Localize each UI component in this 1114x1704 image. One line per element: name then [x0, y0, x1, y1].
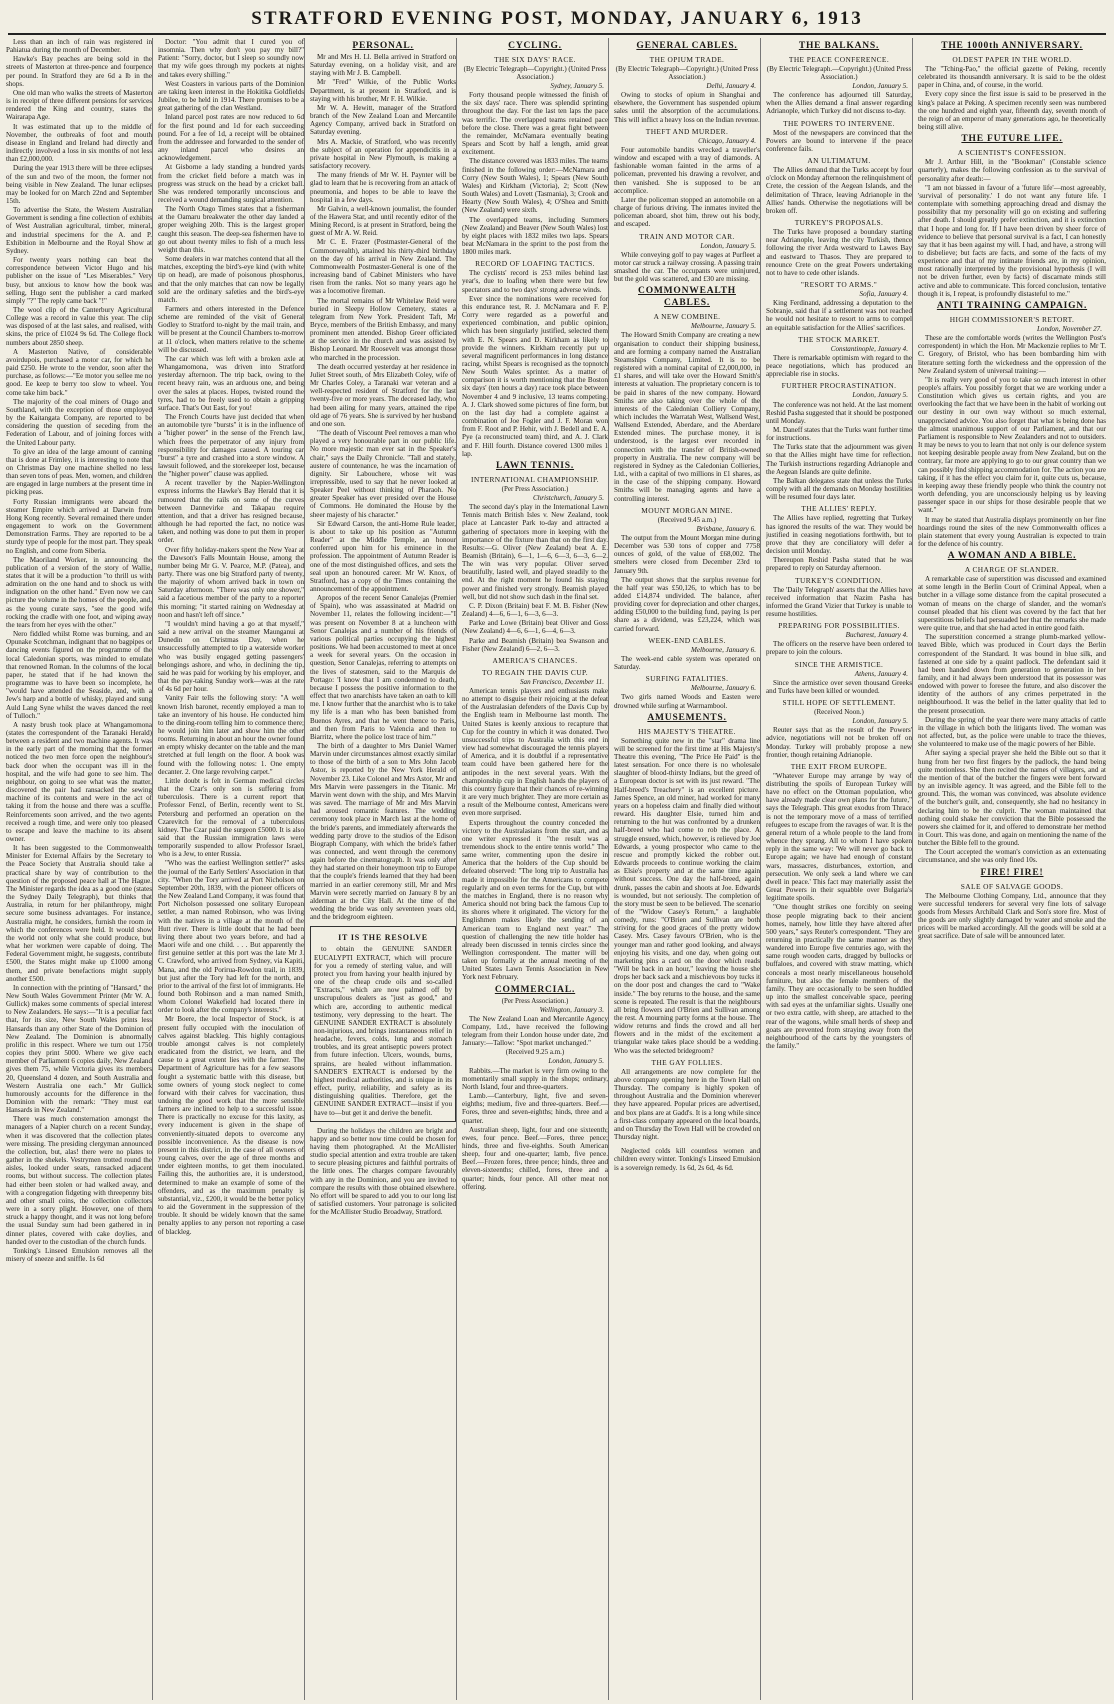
ad-text: to obtain the GENUINE SANDER EUCALYPTI EXTRACT, which will procure for you a remedy of sterling value, and will protect you from having your health injured by one of the cheap crude oils and so-called "Extracts," which are now palmed off by unscrupulous dealers as "just as good," and which are, according to authentic medical testimony, very depressing to the heart. The GENUINE SANDER EXTRACT is absolutely non-injurious, and brings instantaneous relief in headache, fevers, colds, lung and stomach troubles, and its great antiseptic powers protect from future infection. Ulcers, wounds, burns, sprains, are healed without inflammation. SANDER'S EXTRACT is endorsed by the highest medical authorities, and is unique in its effect, purity, reliability, and safety as its distinguishing qualities. Therefore, get the GENUINE SANDER EXTRACT—insist if you have to—but get it and derive the benefit.	[314, 945, 452, 1117]
paragraph: The second day's play in the International Lawn Tennis match British Isles v. New Zealand, took place at Lancaster Park to-day and attracted a gathering of spectators more in keeping with the importance of the fixture than that on the first day. Results:—G. Oliver (New Zealand) beat A. E. Beamish (Britain), 6—1, 1—6, 6—3, 6—3, 6—2. The win was very popular. Oliver served beautifully, lasted well, and played steadily to the end. At the right moment he found his staying power and finished very strongly. Beamish played well, but did not show such dash in the final set.	[462, 503, 608, 601]
subheading: THE PEACE CONFERENCE.	[788, 55, 890, 64]
paragraph: Hawke's Bay peaches are being sold in the streets of Masterton at three-pence and fourpence per pound. In Stratford they are 6d a lb in the shops.	[6, 55, 152, 88]
paragraph: One old man who walks the streets of Masterton is in receipt of three different pensions for services rendered the King and country, states the Wairarapa Age.	[6, 88, 152, 122]
paragraph: Vanity Fair tells the following story: "A well known Irish baronet, recently employed a man to take an inventory of his house. He conducted him to the dining-room telling him to commence there; he would join him later and show him the other rooms. Returning in about an hour the owner found an empty whisky decanter on the table and the man stretched at full length on the floor. A book was found with the following notes: 1. One empty decanter. 2. One large revolving carpet."	[158, 694, 304, 776]
paragraph: Mr and Mrs H. Ll. Bella arrived in Stratford on Saturday evening, on a holiday visit, and are staying with Mr J. B. Campbell.	[310, 53, 456, 78]
subheading: WEEK-END CABLES.	[648, 635, 726, 645]
subheading: THE OPIUM TRADE.	[649, 55, 725, 64]
paragraph: Mr W. A. Hewitt, manager of the Stratford branch of the New Zealand Loan and Mercantile Agency Company, arrived back in Stratford on Saturday evening.	[310, 103, 456, 137]
paragraph: "Who was the earliest Wellington settler?" asks the journal of the Early Settlers' Association in that city. "When the Tory arrived at Port Nicholson on September 20th, 1839, with the pioneer officers of the New Zealand Land Company, it was found that Port Nicholson possessed one solitary European settler, a man named Robinson, who was living with the natives in a village at the mouth of the Hutt river. There is little doubt that he had been living there about two years before, and had a Maori wife and one child. . . . But apparently the first genuine settler at this port was the late Mr J. C. Crawford, who arrived from Sydney, via Kapiti, Mana, and the old Porirua-Rowdon trail, in 1839, but just after the Tory had left for the north, and prior to the arrival of the first lot of immigrants. He found both Robinson and a man named Smith, whom Colonel Wakefield had located there in order to look after the company's interests."	[158, 859, 304, 1015]
subheading: PREPARING FOR POSSIBILITIES.	[778, 621, 900, 631]
paragraph: Parke and Beamish (Britain) bea Swanson and Fisher (New Zealand) 6—2, 6—3.	[462, 636, 608, 653]
paragraph: The death occurred yesterday at her residence in Juliet Street south, of Mrs Elizabeth Coley, wife of Mr Charles Coley, a Taranaki war veteran and a well-respected resident of Stratford for the last twenty-five or more years. The deceased lady, who had been ailing for many years, attained the ripe old age of 76 years. She is survived by her husband and one son.	[310, 362, 456, 428]
paragraph: Forty thousand people witnessed the finish of the six days' race. There was splendid sprinting throughout the day. For the last ten laps the pace was terrific. The overlapped teams retained pace before the close. There was a great fight between the remainder, McNamara eventually beating Spears and Scott by half a length, amid great excitement.	[462, 91, 608, 157]
subheading: THE POWERS TO INTERVENE.	[783, 118, 895, 128]
paragraph: Most of the newspapers are convinced that the Powers are bound to intervene if the peace conference fails.	[766, 128, 912, 153]
paragraph: The cyclists' record is 253 miles behind last year's, due to loafing when there were but few spectators and to two days' strong adverse winds.	[462, 269, 608, 294]
subheading: THE ALLIES' REPLY.	[801, 504, 877, 514]
paragraph: The Howard Smith Company are creating a new organisation to conduct their shipping business, and are forming a company named the Australian Steamships Company, Limited. It is to be registered with a nominal capital of £2,000,000, in £1 shares, and will take over the Howard Smith's interests at valuation. The proprietary concern is to be paid in shares of the new company. Howard Smiths are also taking over the whole of the interests of the Caledonian Colliery Company, which includes the Warratah West, Wallsend West, Wallsend Extended, Aberdare, and the Aberdare Extended mines. The purchase money, it is understood, is the largest ever recorded in connection with the transfer of British-owned property in Australia. The new company will be registered in Sydney as the Caledonian Collieries, Ltd., with a capital of two millions in £1 shares, as in the case of the shipping company. Howard Smiths will be managing agents and have a controlling interest.	[614, 331, 760, 503]
paragraph: Mr J. Arthur Hill, in the "Bookman" (Constable science quarterly), makes the following confession as to the survival of personality after death:—	[918, 158, 1106, 183]
paragraph: M. Daneff states that the Turks want further time for instructions.	[766, 426, 912, 443]
paragraph: "Whatever Europe may arrange by way of distributing the spoils of European Turkey will have no effect on the Ottoman population, who have already made clear own plans for the future," says the Telegraph. This great exodus from Thrace is not the temporary move of a mass of terrified refugees to escape from the ravages of war. It is the general return of a whole people to the land from whence they sprang. All to whom I have spoken reply in the same way: 'We will never go back to Europe again; we have had enough of constant wars, massacres, disturbances, extortion, and persecution. We only seek a land where we can dwell in peace.' This fact may materially assist the Great Powers in their squabble over Bulgaria's legitimate spoils.	[766, 771, 912, 903]
paragraph: The distance covered was 1833 miles. The teams finished in the following order:—McNamara and Corry (New South Wales), 1; Spears (New South Wales) and Kirkham (Victoria), 2; Scott (New South Wales) and Lovett (Tasmania), 3; Crook and Hearty (New South Wales), 4; O'Shea and Smith (New Zealand) were sixth.	[462, 157, 608, 215]
subheading: SURFING FATALITIES.	[645, 674, 729, 684]
paragraph: The North Otago Times states that a fisherman at the Oamaru breakwater the other day landed a groper weighing 20lb. This is the largest groper caught this season. The deep-sea fishermen have to go out about twenty miles to fish of a much less weight than this.	[158, 205, 304, 254]
paragraph: The car which was left with a broken axle at Whangamomona, was driven into Stratford yesterday afternoon. The trip back, owing to the recent heavy rain, was an arduous one, and being over the sales at places. Hopes, twisted round the tyres, had to be freely used to obtain a gripping surface. That's Out East, for you!	[158, 354, 304, 412]
paragraph: During the year 1913 there will be three eclipses of the sun and two of the moon, the former not being visible in New Zealand. The lunar eclipses may be looked for on March 22nd and September 15th.	[6, 164, 152, 205]
advertisement-box	[310, 926, 456, 1121]
column-2	[158, 38, 305, 1700]
paragraph: The Turks have proposed a boundary starting near Adrianople, leaving the city Turkish, thence following the river Arda westward to Lawes Bay and eastward to Thasos. They are prepared to renounce Crete on the great Powers undertaking not to have to cede other islands.	[766, 228, 912, 277]
subheading: A NEW COMBINE.	[653, 312, 721, 322]
source-line: (By Electric Telegraph.—Copyright.) (United Press Association.)	[766, 65, 912, 81]
paragraph: King Ferdinand, addressing a deputation to the Sobranje, said that if a settlement was not reached he would not hesitate to resort to arms to compel an equitable satisfaction for the Allies' sacrifices.	[766, 299, 912, 332]
paragraph: West Coasters in various parts of the Dominion are taking keen interest in the Hokitika Goldfields Jubilee, to be held in 1914. There promises to be a great gathering of the clan Westland.	[158, 79, 304, 113]
paragraph: There is remarkable optimism with regard to the peace negotiations, which has produced an appreciable rise in stocks.	[766, 353, 912, 379]
column-6	[766, 38, 913, 1700]
column-5	[614, 38, 761, 1700]
paragraph: "The death of Viscount Peel removes a man who played a very honourable part in our public life. No more majestic man ever sat in the Speaker's chair," says the Daily Chronicle. "Tall and stately, austere of countenance, he was the incarnation of dignity. Sir Labouchere, whose wit was irrepressible, used to say that he never looked at Speaker Peel without thinking of Pharaoh. No greater Speaker has ever presided over the House of Commons. He dominated the House by the sheer majesty of his character."	[310, 429, 456, 519]
paragraph: Australian sheep, light, four and one sixteenth; ewes, four pence. Beef.—Fores, three pence; hinds, three and five-eighths. South American sheep, four and one-quarter; lamb, five pence. Beef.—Frozen fores, three pence; hinds, three and eleven-sixteenths; chilled, fores, three and a quarter; hinds, four pence. All other meat not offering.	[462, 1125, 608, 1191]
paragraph: Mr Boere, the local Inspector of Stock, is at present fully occupied with the inoculation of calves against blackleg. This highly contagious trouble amongst calves is not completely eradicated from the district, we learn, and the cause to a great extent lies with the farmer. The Department of Agriculture has for a few seasons fought a systematic battle with this disease, but some owners of young stock neglect to come forward with their calves for vaccination, thus undoing the good work that the more sensible farmers are inclined to help to a successful issue. There is practically no excuse for this laxity, as every inducement is given in the shape of conveniently-situated depots to overcome any possible inconvenience. As the disease is now present in this district, in the case of all owners of young calves, over the age of three months and under eighteen months, to get them inoculated. Failing this, the authorities are, it is understood, determined to make an example of some of the offenders, and as the maximum penalty is substantial, viz., £200, it would be the better policy to aid the Government in the suppression of the trouble. It should be widely known that the same penalty applies to any person not reporting a case of blackleg.	[158, 1015, 304, 1236]
paragraph: Ever since the nominations were received for this endurance test, R. J. McNamara and F. P. Corry were regarded as a powerful and experienced combination, and public opinion, which has been singularly justified, selected them with E. N. Spears and D. Kirkham as likely to provide the winners. Kirkham recently put up several magnificent performances in long distance racing, whilst Spears is recognised as the topnotch New South Wales sprinter. As a matter of comparison it is worth mentioning that the Boston six days' (ten hours a day) race took place between November 4 and 9 inclusive, 13 teams competing. A. J. Clark showed some pictures of fine form, but on the last day had a complete against a combination of Joe Fogler and J. F. Moran won from F. Root and P. Hehir, with J. Bedell and E. A. Pye (a reconstructed team) third, and A. J. Clark and F. Hill fourth. Distance covered 1300 miles 1 lap.	[462, 294, 608, 458]
section-heading: FIRE! FIRE!	[980, 867, 1044, 878]
subheading: RECORD OF LOAFING TACTICS.	[475, 259, 595, 269]
dateline: Wellington, January 3.	[539, 1005, 604, 1014]
section-heading: ANTI TRAINING CAMPAIGN.	[936, 300, 1088, 311]
paragraph: "One thought strikes one forcibly on seeing those people migrating back to their ancient homes, namely, how little they have altered after 500 years," says Reuter's correspondent. "They are returning in practically the same manner as they wandered into Europe five centuries ago, with the same rough wooden carts, dragged by bullocks or buffaloes, and covered with straw matting, which conceals a most nearly miscellaneous household furniture, but also the female members of the family. They are occasionally to be seen huddled up into the smallest conceivable space, peering with sad eyes at the unfamiliar sights. Usually one or two extra cattle, with sheep, are attached to the rear of the wagons, while small herds of sheep and goats are prevented from straying away from the neighbourhood of the carts by the youngsters of the family."	[766, 903, 912, 1050]
section-heading: THE 1000th ANNIVERSARY.	[941, 41, 1083, 51]
source-line: (Per Press Association.)	[501, 484, 569, 493]
subheading: THE GAY FOLLIES.	[651, 1057, 723, 1067]
subheading: "RESORT TO ARMS."	[800, 279, 878, 289]
subheading: THEFT AND MURDER.	[645, 126, 729, 136]
paragraph: Doctor: "You admit that I cured you of insomnia. Then why don't you pay my bill?" Patient: "Sorry, doctor, but I sleep so soundly now that my wife goes through my pockets at nights and takes every shilling."	[158, 38, 304, 79]
paragraph: Four automobile bandits wrecked a traveller's window and escaped with a tray of diamonds. A fashionable woman fainted in the arms of a policeman, prevented his drawing a revolver, and then vanished. She is supposed to be an accomplice.	[614, 145, 760, 195]
dateline: London, November 27.	[1036, 324, 1102, 333]
source-line: (By Electric Telegraph—Copyright.) (United Press Association.)	[615, 65, 759, 81]
paragraph: Owing to stocks of opium in Shanghai and elsewhere, the Government has suspended opium sales until the absorption of the accumulations. This will inflict a heavy loss on the Indian revenue.	[614, 91, 760, 124]
paragraph: Every copy since the first issue is said to be preserved in the king's palace at Peking. A specimen recently seen was numbered the one hundred and eighth year, fifteenth day, seventh month of the reign of an emperor of many generations ago, he theoretically being still alive.	[918, 90, 1106, 132]
dateline: London, January 5.	[548, 1057, 604, 1066]
paragraph: The Turks state that the adjournment was given so that the Allies might have time for reflection. The Turkish instructions regarding Adrianople and the Aegean Islands are quite definite.	[766, 443, 912, 476]
dateline: Melbourne, January 6.	[690, 645, 756, 654]
paragraph: Experts throughout the country conceded the victory to the Australasians from the start, and as one writer expressed it "the result was a tremendous shock to the entire tennis world." The same writer, commenting upon the desire in America that the holders of the Cup should be defeated observed: "The long trip to Australia has made it impossible for the Americans to compete regularly and on even terms for the Cup, but with the matches in England, there is no reason why America should not bring back the famous Cup to its shores where it originated. The victory for the Englishmen makes likely the sending of an American team to England next year." The question of challenging the new title holder has already been discussed in tennis circles since the Wellington correspondent. The matter will be taken up formally at the annual meeting of the United States Lawn Tennis Association in New York next February.	[462, 818, 608, 982]
paragraph: These are the comfortable words (writes the Wellington Post's correspondent) in which the Hon. Mr Mackenzie replies to Mr T. C. Gregory, of Bristol, who has been bombarding him with literature setting forth the wickedness and the oppression of the New Zealand system of universal training:—	[918, 334, 1106, 375]
paragraph: The New Zealand Loan and Mercantile Agency Company, Ltd., have received the following telegram from their London house under date, 2nd January:—Tallow: "Spot market unchanged."	[462, 1014, 608, 1048]
subheading: MOUNT MORGAN MINE.	[641, 505, 733, 515]
paragraph: The Court accepted the woman's conviction as an extenuating circumstance, and she was only fined 10s.	[918, 848, 1106, 865]
paragraph: Less than an inch of rain was registered in Pahiatua during the month of December.	[6, 38, 152, 55]
paragraph: The Melbourne Clothing Company, Ltd., announce that they were successful tenderers for several very fine lots of salvage goods from Messrs Archibald Clark and Son's store fire. Most of the goods are only slightly damaged by water and smoke and the prices will be marked accordingly. All the goods will be sold at a great sacrifice. Date of sale will be announced later.	[918, 891, 1106, 941]
subheading: SALE OF SALVAGE GOODS.	[960, 881, 1064, 891]
column-1	[6, 38, 153, 1700]
dateline: Brisbane, January 6.	[696, 524, 756, 533]
paragraph: The majority of the coal miners of Otago and Southland, with the exception of those employed by the Kaitangata Company, are reported to be considering the question of seceding from the Federation of Labour, and of joining forces with the United Labour party.	[6, 397, 152, 447]
paragraph: The superstition concerned a strange plumb-marked yellow-leaved Bible, which was produced in Court days the Berlin correspondent of the Standard. It was bound in blue silk, and fastened at one side by a quaint padlock. The defendant said it had been handed down from generation to generation in her family, and it had always been understood that its possessor was endowed with power to foresee the future, and also discover the identity of the authors of any crimes perpetrated in the neighbourhood. It was the belief in the latter quality that led to the present prosecution.	[918, 633, 1106, 715]
subheading: A SCIENTIST'S CONFESSION.	[957, 148, 1067, 158]
subheading: TURKEY'S CONDITION.	[795, 575, 883, 585]
section-heading: A WOMAN AND A BIBLE.	[947, 551, 1077, 562]
paragraph: Little doubt is felt in German medical circles that the Czar's only son is suffering from tuberculosis. There is a current report that Professor Fenzl, of Berlin, recently went to St. Petersburg and performed an operation on the Czarevitch for the removal of a tuberculous kidney. The Czar paid the surgeon £5000. It is also said that the Russian immigration laws were temporarily suspended to allow Professor Israel, who is a Jew, to enter Russia.	[158, 776, 304, 859]
paragraph: The Allies demand that the Turks accept by four o'clock on Monday afternoon the relinquishment of Crete, the cession of the Aegean Islands, and the delimitation of Thrace, leaving Adrianople in the Allies' hands. Otherwise the negotiations will be broken off.	[766, 166, 912, 215]
paragraph: The wool clip of the Canterbury Agricultural College was a record in value this year. The clip was disposed of at the last sales, and realised, with skins, the price of £1024 9s 6d. The College flock numbers about 2850 sheep.	[6, 306, 152, 347]
subheading: THE STOCK MARKET.	[798, 334, 880, 344]
paragraph: Mr Galvin, a well-known journalist, the founder of the Hawera Star, and until recently editor of the Mining Record, is at present in Stratford, being the guest of Mr A. W. Reid.	[310, 204, 456, 238]
paragraph: A nasty brush took place at Whangamomona (states the correspondent of the Taranaki Herald) between a resident and two machine agents. It was in the early part of the morning that the former noticed the two men force open the neighbour's back door when the occupant was ill in the hospital, and the wife had gone to see him. The neighbour, on going to see what was the matter, discovered the pair had ransacked the sewing machine of its contents and were in the act of taking it from the house and there was a scuffle. Reinforcements soon arrived, and the two agents received a rough time, and were only too pleased to escape and leave the machine to its absent owner.	[6, 720, 152, 843]
subheading: TRAIN AND MOTOR CAR.	[639, 231, 735, 241]
paragraph: Later the policeman stopped an automobile on a charge of furious driving. The inmates invited the policeman aboard, shot him, threw out his body, and escaped.	[614, 195, 760, 229]
paragraph: During the holidays the children are bright and happy and so better now time could be chosen for having them photographed. At the McAllister studio special attention and extra trouble are taken to secure pleasing pictures and faithful portraits of the little ones. The charges compare favourably with any in the Dominion, and you are invited to compare the results with those obtained elsewhere. No effort will be spared to add you to our long list of satisfied customers. Your patronage is solicited for the McAllister Studio Broadway, Stratford.	[310, 1126, 456, 1217]
paragraph: Mrs A. Mackie, of Stratford, who was recently the subject of an operation for appendicitis in a private hospital in New Plymouth, is making a satisfactory recovery.	[310, 137, 456, 171]
paragraph: The Balkan delegates state that unless the Turks comply with all the demands on Monday hostilities will be resumed four days later.	[766, 476, 912, 502]
paragraph: Reuter says that as the result of the Powers' advice, negotiations will not be broken off on Monday. Turkey will probably propose a new frontier, though retaining Adrianople.	[766, 726, 912, 759]
dateline: Sydney, January 5.	[550, 82, 604, 90]
paragraph: "I wouldn't mind having a go at that myself," said a new arrival on the steamer Maunganui at Dunedin on Christmas Day, when he unsuccessfully attempted to tip a waterside worker who was busily engaged getting passengers' belongings ashore, and who, in declining the tip, said he was paid for working by his employer, and that the pay-taking Sunday work—was at the rate of 4s 6d per hour.	[158, 619, 304, 694]
subheading: HIGH COMMISSIONER'S RETORT.	[949, 314, 1075, 324]
dateline: Constantinople, January 4.	[830, 344, 908, 353]
subheading: AN ULTIMATUM.	[807, 156, 871, 166]
paragraph: A remarkable case of superstition was discussed and examined at some length in the Berlin Court of Criminal Appeal, when a butcher in a village some distance from the capital prosecuted a woman of means on the charge of slander, and the woman's counsel pleaded that his client was covered by the fact that her superstitious beliefs had persuaded her that the remarks she made were quite true, and that she had acted in entire good faith.	[918, 575, 1106, 633]
paragraph: A Masterton Native, of considerable avoirdupois, purchased a motor car, for which he paid £250. He wrote to the vendor, soon after the purchase, as follows:—"Ee motor you sellee me no good. Ee keep te berry too slow to wheel. You come take him back."	[6, 347, 152, 397]
masthead-title: STRATFORD EVENING POST, MONDAY, JANUARY 6, 1913	[251, 8, 863, 29]
paragraph: Neglected colds kill countless women and children every winter. Tonking's Linseed Emulsion is a sovereign remedy. 1s 6d, 2s 6d, 4s 6d.	[614, 1147, 760, 1172]
received-line: (Received 9.25 a.m.)	[505, 1048, 565, 1057]
subheading: TURKEY'S PROPOSALS.	[794, 218, 884, 228]
section-heading: THE FUTURE LIFE.	[961, 134, 1063, 145]
paragraph: In connection with the printing of "Hansard," the New South Wales Government Printer (Mr W. A. Gullick) makes some comments of special interest to New Zealanders. He says:—"It is a peculiar fact that, for its size, New South Wales prints less Hansards than any other State of the Dominion of New Zealand. The Dominion is abnormally prolific in this respect. Where we turn out 1750 copies they print 5000. Where we give each member of Parliament 6 copies daily, New Zealand gives them 75, while Victoria gives its members 20, Queensland 4 dozen, and South Australia and Western Australia one each." Mr Gullick humorously accounts for the difference in the Dominion with the remark: "They must eat Hansards in New Zealand."	[6, 983, 152, 1115]
paragraph: Mr C. E. Frazer (Postmaster-General of the Commonwealth), attained his thirty-third birthday on the day of his arrival in New Zealand. The Commonwealth Postmaster-General is one of the increasing band of Cabinet Ministers who have risen from the ranks. Not so many years ago he was a locomotive fireman.	[310, 238, 456, 296]
dateline: London, January 5.	[700, 241, 756, 250]
paragraph: The output from the Mount Morgan mine during December was 530 tons of copper and 7758 ounces of gold, of the value of £68,002. The smelters were closed from December 23rd to January 9th.	[614, 533, 760, 575]
paragraph: There was much consternation amongst the managers of a Napier church on a recent Sunday, when it was discovered that the collection plates were missing. The presiding clergyman announced the collection, but, alas! there were no plates to gather in the shekels. Vestrymen trotted round the aisles, looked under seats, ransacked adjacent rooms, but without success. The collection plates had either been stolen or had walked away, and with a congregation fidgeting with threepenny bits and other small coins, the collection collectors were in a sorry plight. However, one of them struck a happy thought, and it was not long before the usual Sunday sum had been gathered in in dinner plates, covered with cake doylies, and handed over to the custodian of the church funds.	[6, 1115, 152, 1246]
paragraph: Tonking's Linseed Emulsion removes all the misery of sneeze and sniffle. 1s 6d	[6, 1246, 152, 1263]
paragraph: "It is really very good of you to take so much interest in other people's affairs. You possibly forget that we are working under a Constitution which gives us certain rights, and you are overlooking the fact that we have been in the habit of working out our destiny in our own way without so much external, unappreciated advice. You also forget that what is being done has the almost unanimous support of our Parliament, and that our Parliament is responsible to New Zealanders and not to outsiders. It may be news to you to learn that not only is our defence system not keeping desirable people away from New Zealand, but on the contrary, far more are applying to go to our great country than we can possibly find shipping accommodation for. The action you are taking, if it has the effect you claim for it, quite cuts us, because, in keeping away these friendly people who think the country not worth defending, you are unconsciously helping us by leaving passenger space in our ships for those desirable people that we want."	[918, 375, 1106, 515]
dateline: Chicago, January 4.	[698, 136, 756, 145]
section-heading: COMMONWEALTH CABLES.	[638, 286, 736, 309]
paragraph: During the spring of the year there were many attacks of cattle in the village in which both the litigants lived. The woman was not affected, but, as the police were unable to trace the thieves, she volunteered to make use of the magic powers of her Bible.	[918, 715, 1106, 749]
paragraph: C. P. Dixon (Britain) beat F. M. B. Fisher (New Zealand) 4—6, 6—1, 6—3, 6—3.	[462, 601, 608, 619]
paragraph: Apropos of the recent Senor Canalejas (Premier of Spain), who was assassinated at Madrid on November 11, relates the following incident:—"I was present on November 8 at a luncheon with Senor Canalejas and a number of his friends of various political parties occupying the highest positions. We had been accustomed to meet at once a week for several years. On the occasion in question, Senor Canalejas, referring to attempts on the lives of statesmen, said to the Marquis de Portago: 'I know that I am condemned to death, because I possess the positive information to the effect that two anarchists have taken an oath to kill me. I know further that the anarchist who is to take my life is a man who has been banished from Buenos Ayres, and that he went thence to Paris, and then from Paris to Valencia and then to Biarritz, where the police lost trace of him.'"	[310, 594, 456, 741]
subheading: SINCE THE ARMISTICE.	[794, 659, 884, 669]
paragraph: To advertise the State, the Western Australian Government is sending a fine collection of exhibits of West Australian agricultural, timber, mineral, and industrial specimens for the A. and P. Exhibition in Melbourne and the Royal Show at Sydney.	[6, 206, 152, 255]
column-7	[918, 38, 1106, 1700]
paragraph: Farmers and others interested in the Defence scheme are reminded of the visit of General Godley to Stratford to-night by the mail train, and will be present at the Council Chambers to-morrow at 11 o'clock, when matters relative to the scheme will be discussed.	[158, 305, 304, 354]
paragraph: The output shows that the surplus revenue for the half year was £50,126, to which has to be added £14,874 undivided. The balance, after providing cover for depreciation and other charges, adding £50,000 to the building fund, paying 1s per share as a dividend, was £23,224, which was carried forward.	[614, 575, 760, 633]
paragraph: Mr "Fred" Wilkie, of the Public Works Department, is at present in Stratford, and is staying with his brother, Mr F. H. Wilkie.	[310, 78, 456, 103]
paragraph: Sir Edward Carson, the anti-Home Rule leader, is about to take up his position as "Autumn Reader" at the Middle Temple, an honour conferred upon him for his eminence in the profession. The appointment of Autumn Reader is one of the most distinguished offices, and sets the seal upon an honoured career. Mr W. Knox, of Stratford, has a copy of the Times containing the announcement of the appointment.	[310, 519, 456, 593]
paragraph: The mortal remains of Mr Whitelaw Reid were buried in Sleepy Hollow Cemetery, states a telegram from New York. President Taft, Mr Bryce, members of the British Embassy, and many prominent men attended. Bishop Greer officiated at the service in the church and was assisted by Bishop Leonard. Mr Roosevelt was amongst those who marched in the procession.	[310, 296, 456, 362]
section-heading: CYCLING.	[508, 41, 562, 51]
section-heading: LAWN TENNIS.	[495, 460, 575, 471]
dateline: London, January 5.	[852, 717, 908, 726]
subheading: A CHARGE OF SLANDER.	[964, 565, 1060, 575]
paragraph: Rabbits.—The market is very firm owing to the momentarily small supply in the shops; ordinary, North Island, four and three-quarters.	[462, 1066, 608, 1091]
source-line: (Per Press Association.)	[501, 996, 569, 1005]
paragraph: The week-end cable system was operated on Saturday.	[614, 654, 760, 672]
paragraph: All arrangements are now complete for the above company opening here in the Town Hall on Thursday. The company is highly spoken of throughout Australia and the Dominion wherever they have appeared. Popular prices are advertised, and box plans are at Gadd's. It is a long while since a first-class company appeared on the local boards, and on Thursday the Town Hall will be crowded on Thursday night.	[614, 1067, 761, 1142]
subheading: TO REGAIN THE DAVIS CUP.	[482, 667, 588, 677]
subheading: FURTHER PROCRASTINATION.	[781, 381, 897, 391]
received-line: (Received 9.45 a.m.)	[657, 515, 717, 524]
masthead	[8, 5, 1106, 35]
section-heading: PERSONAL.	[352, 41, 414, 51]
paragraph: To give an idea of the large amount of canning that is done at Frimley, it is interesting to note that on Christmas Day one machine shelled no less than seven tons of peas. Men, women, and children are engaged in large numbers at the present time in picking peas.	[6, 447, 152, 497]
paragraph: American tennis players and enthusiasts make no attempt to disguise their rejoicing at the defeat of the Australasian defenders of the Davis Cup by the English team in Melbourne last month. The United States is keenly anxious to recapture that Cup for the country in which it was donated. Two unsuccessful trips to Australia with this end in view had somewhat discouraged the tennis players of America, and it is doubtful if a representative team could have been gathered here for the antipodes in the next several years. With the championship cup in English hands the players of this country figure that their chances of re-winning it are very much brighter. They are more certain as a result of the Melbourne contest, Americans were even more surprised.	[462, 687, 608, 818]
source-line: (By Electric Telegraph—Copyright.) (United Press Association.)	[463, 65, 607, 81]
paragraph: Thereupon Reshid Pasha stated that he was prepared to reply on Saturday afternoon.	[766, 556, 912, 573]
paragraph: Forty Russian immigrants were aboard the steamer Empire which arrived at Darwin from Hong Kong recently. Several remained there under engagement to work on the Government Demonstration Farms. They are reported to be a sturdy type of people for the most part. They speak no English, and come from Siberia.	[6, 497, 152, 555]
dateline: Melbourne, January 5.	[690, 322, 756, 331]
dateline: Sofia, January 4.	[859, 289, 908, 298]
paragraph: Parke and Lowe (Britain) beat Oliver and Goss (New Zealand) 4—6, 6—1, 6—4, 6—3.	[462, 619, 608, 636]
dateline: Christchurch, January 5.	[532, 493, 604, 502]
paragraph: The officers on the reserve have been ordered to prepare to join the colours.	[766, 640, 912, 657]
paragraph: The birth of a daughter to Mrs Daniel Warner Marvin under circumstances almost exactly similar to those of the birth of a son to Mrs John Jacob Astor, is reported by the New York Herald of November 23. Like Colonel and Mrs Astor, Mr and Mrs Marvin were passengers in the Titanic. Mr Marvin went down with the ship, and Mrs Marvin was saved. The marriage of Mr and Mrs Marvin had aroused romantic features. The wedding ceremony took place in March last at the home of the bride's parents, and immediately afterwards the wedding party drove to the studios of the Edison Biograph Company, with which the bride's father was connected, and went through the ceremony again before the cinematograph. It was only after they had started on their honeymoon trip to Europe that the couple's friends learned that they had been married in an earlier ceremony still, Mr and Mrs Marvin were secretly married on January 8 by an alderman at the City Hall. At the time of the wedding the bride was only seventeen years old, and the bridegroom eighteen.	[310, 741, 456, 922]
subheading: HIS MAJESTY'S THEATRE.	[638, 726, 736, 736]
paragraph: For twenty years nothing can beat the correspondence between Victor Hugo and his publisher on the issue of "Les Miserables." Very busy, but anxious to know how the book was selling, Hugo sent the publisher a card marked simply "?" The reply came back "!"	[6, 256, 152, 305]
paragraph: It may be stated that Australia displays prominently on her fine hoardings round the sites of the new Commonwealth offices a plain statement that every young Australian is expected to train for the defence of his country.	[918, 515, 1106, 548]
paragraph: The overlapped teams, including Summers (New Zealand) and Beaver (New South Wales) lost by eight places with 1832 miles two laps. Spears beat McNamara in the sprint to the post from the 1800 miles mark.	[462, 215, 608, 257]
section-heading: GENERAL CABLES.	[636, 41, 738, 51]
paragraph: A recent traveller by the Napier-Wellington express informs the Hawke's Bay Herald that it is rumoured that the rails on some of the curves between Dannevirke and Takapau require attention, and that a driver has resigned because, although he had reported the fact, no notice was taken, and nothing was done to put them in proper order.	[158, 479, 304, 545]
section-heading: AMUSEMENTS.	[647, 712, 727, 723]
paragraph: The many friends of Mr W. H. Paynter will be glad to learn that he is recovering from an attack of pneumonia, and hopes to be able to leave the hospital in a few days.	[310, 171, 456, 204]
paragraph: Over fifty holiday-makers spent the New Year at the Dawson's Falls Mountain House, among the number being Mr G. V. Pearce, M.P. (Patea), and party. There was one big Stratford party of twenty, the majority of whom arrived back in town on Saturday afternoon. "There was only one shower," said a facetious member of the party to a reporter this morning; "it started raining on Wednesday at noon and hasn't left off since."	[158, 545, 304, 619]
paragraph: The conference has adjourned till Saturday, when the Allies demand a final answer regarding Adrianople, which Turkey did not discuss to-day.	[766, 91, 912, 116]
paragraph: Lamb.—Canterbury, light, five and seven-eighths; medium, five and three-quarters. Beef.—Fores, three and seven-eighths; hinds, three and a quarter.	[462, 1092, 608, 1125]
section-heading: THE BALKANS.	[798, 41, 880, 51]
paragraph: The French Courts have just decided that when an automobile tyre "bursts" it is in the influence of a "higher power" in the sense of the French law, which frees the perpetrator of any injury from responsibility for damages caused. A touring car "burst" a tyre and crashed into a store window. A lawsuit followed, and the storekeeper lost, because the "higher power" clause was applied.	[158, 413, 304, 479]
paragraph: Something quite new in the "star" drama line will be screened for the first time at His Majesty's Theatre this evening, "The Price He Paid" is the latest sensation. For once there is no wholesale slaughter of blood-thirsty Indians, but the greed of a European doctor is set with its just reward. "The Half-breed's Treachery" is an excellent picture. James Spence, an old miner, had worked for many years on a hopeless claim and finally died without reward. His daughter Elsie, turned him and returning to the hut was confronted by a drunken half-breed who had come to rob the place. A struggle ensued, which, however, is relieved by Joe Edwards, a young prospector who came to the rescue and promptly kicked the robber out. Edwards proceeds to continue working the claim as Elsie's property and at the same time again without success. One day the half-breed, again drunk, passes the cabin and shoots at Joe. Edwards is wounded, but not seriously. The completion of the story must be seen to be believed. The scenario of the "Widow Casey's Return," a laughable comedy, runs: "O'Brien and Sullivan are both striving for the good graces of the pretty widow Casey. Mrs. Casey favours O'Brien, who is the younger man and rather good looking, and always enjoying his visits, and one day, when going out marketing pins a card on the door which reads "Will be back in an hour," leaving the house she drops her back sack and a mischievous boy tucks it on the door post and changes the card to "Wake inside." The boy returns to the house, and the same scene is repeated. The result is that the neighbours all bring flowers and O'Brien and Sullivan among the rest. A mourning party forms at the house. The widow returns and finds the crowd and all her flowers and in the midst of the excitement a triangular wake takes place should be a wedding. Who was the selected bridegroom?	[614, 736, 760, 1055]
paragraph: While conveying golf to pay wages at Purfleet a motor car struck a railway crossing. A passing train smashed the car. The occupants were uninjured, but the gold was scattered, and £30 are missing.	[614, 250, 760, 284]
paragraph: At Gisborne a lady standing a hundred yards from the cricket field before a match was in progress was struck on the head by a cricket ball. She was rendered temporarily unconscious and received a wound demanding surgical attention.	[158, 163, 304, 204]
subheading: AMERICA'S CHANCES.	[492, 655, 578, 665]
dateline: London, January 5.	[852, 82, 908, 90]
paragraph: It was estimated that up to the middle of November, the outbreaks of foot and mouth disease in England and Ireland had directly and indirectly involved a loss in six months of not less than £2,000,000.	[6, 122, 152, 164]
subheading: STILL HOPE OF SETTLEMENT.	[782, 698, 896, 708]
section-heading: COMMERCIAL.	[494, 984, 576, 995]
paragraph: Two girls named Woods and Easten were drowned while surfing at Warrnambool.	[614, 693, 760, 710]
paragraph: The conference was not held. At the last moment Reshid Pasha suggested that it should be postponed until Monday.	[766, 400, 913, 425]
dateline: Bucharest, January 4.	[845, 631, 908, 640]
paragraph: The Maoriland Worker, in announcing the publication of a version of the story of Wallie, states that it will be a production "to thrill us with admiration on the one hand and to shock us with indignation on the other hand." Even now we can picture the volume in the homes of the people, and, as the young curate says, "see the good wife rocking the cradle with one foot, and wiping away the tears from her eyes with the other."	[6, 555, 152, 629]
paragraph: Since the armistice over seven thousand Greeks and Turks have been killed or wounded.	[766, 678, 912, 695]
subheading: THE SIX DAYS' RACE.	[494, 55, 576, 64]
paragraph: "I am not biassed in favour of a 'future life'—most agreeably, 'survival of personality.' I do not want any future life. I contemplate with something approaching dread and dismay the possibility that my personality will go on existing and suffering after death. I should greatly prefer extinction, and it is extinction that I hope and long for. If I have been driven by sheer force of evidence to believe that personal survival is a fact, I can honestly say that it has been against my will. I had, and have, a strong will to disbelieve; but facts are facts, and some of the facts of my experience and that of my intimate friends are, in my opinion, most rationally interpreted by the provisional hypothesis (I will not be driven further, even by facts) of discarnate minds still active and able to communicate. This forced conclusion, tentative though it is, I repeat, is profoundly distasteful to me."	[918, 183, 1106, 298]
dateline: Delhi, January 4.	[706, 82, 756, 90]
paragraph: The Allies have replied, regretting that Turkey has ignored the results of the war. They would be justified in ceasing negotiations forthwith, but to prove that they are conciliatory will defer a decision until Monday.	[766, 514, 912, 556]
paragraph: Inland parcel post rates are now reduced to 6d for the first pound and 1d for each succeeding pound. For a fee of 1d, a receipt will be obtained from the addressee and forwarded to the sender of any inland parcel who desires an acknowledgement.	[158, 113, 304, 163]
paragraph: The "Tching-Pao," the official gazette of Peking, recently celebrated its thousandth anniversary. It is said to be the oldest paper in China, and, of course, in the world.	[918, 65, 1106, 90]
subheading: THE EXIT FROM EUROPE.	[790, 761, 888, 771]
dateline: London, January 5.	[852, 391, 908, 400]
column-4	[462, 38, 609, 1700]
dateline: Athens, January 4.	[854, 669, 908, 678]
paragraph: Nero fiddled whilst Rome was burning, and an Opunake Scotchman, indignant that no bagpipes or dancing events figured on the programme of the local Caledonian sports, was minded to emulate that renowned Roman. In the columns of the local paper, he stated that if he had known the programme was to have been so incomplete, he "would have attended the Seaside, and, with a Jew's harp and a bottle of whisky, played and sung Auld Lang Syne whilst the waves danced the reel of Tulloch."	[6, 630, 152, 720]
dateline: San Francisco, December 11.	[520, 677, 604, 686]
received-line: (Received Noon.)	[814, 708, 864, 717]
paragraph: The 'Daily Telegraph' asserts that the Allies have received information that Nazim Pasha has informed the Grand Vizier that Turkey is unable to resume hostilities.	[766, 585, 912, 618]
column-3	[310, 38, 457, 1700]
paragraph: It has been suggested to the Commonwealth Minister for External Affairs by the Secretary to the Peace Society that Australia should take a practical share by way of contribution to the question of the proposed peace hall at The Hague. The Minister regards the idea as a good one (states the Sydney Daily Telegraph), but thinks that Australia, in return for her philanthropy, might secure some business advantages. For instance, Australia might, he considers, furnish the room in which the conferences were held. It would show the world not only what she could produce, but what her workmen were capable of doing. The Federal Government might, he suggests, contribute £500, the States might make up £1000 among them, and private benefactions might supply another £500.	[6, 844, 152, 983]
subheading: INTERNATIONAL CHAMPIONSHIP.	[471, 474, 599, 484]
paragraph: After saying a special prayer she held the Bible out so that it hung from her two first fingers by the padlock, the hand being quite motionless. She then recited the names of villagers, and at the mention of that of the butcher the fingers were bent forward by an invisible agency. It was agreed, and the Bible fell to the ground. This, the woman was convinced, was absolute evidence of the butcher's guilt, and, consequently, she had no hesitancy in declaring him to be the culprit. The woman maintained that nothing could shake her conviction that the Bible possessed the powers she claimed for it, and offered to demonstrate her method in Court. This was done, and again on mentioning the name of the butcher the Bible fell to the ground.	[918, 749, 1106, 848]
ad-heading: IT IS THE RESOLVE	[338, 933, 428, 943]
paragraph: Some dealers in war matches contend that all the matches, excepting the bird's-eye kind (with white tip on head), are made of poisonous phosphorus, and that the only matches that can now be legally sold are the ordinary safeties and the bird's-eye match.	[158, 255, 304, 304]
dateline: Melbourne, January 6.	[690, 684, 756, 693]
subheading: OLDEST PAPER IN THE WORLD.	[952, 55, 1072, 64]
